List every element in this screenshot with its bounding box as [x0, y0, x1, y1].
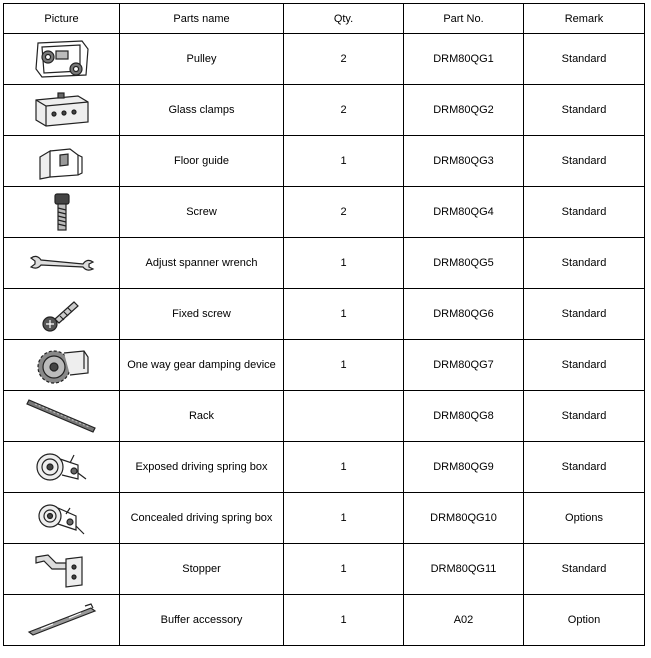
screw-icon: [30, 190, 94, 234]
part-name: Floor guide: [120, 136, 284, 187]
table-row: [4, 289, 645, 340]
table-header-row: [4, 4, 645, 34]
part-qty: 2: [284, 187, 404, 238]
table-row: [4, 238, 645, 289]
part-qty: [284, 391, 404, 442]
part-number: DRM80QG11: [404, 544, 524, 595]
picture-cell: [4, 595, 120, 646]
part-qty: 1: [284, 544, 404, 595]
part-name: Pulley: [120, 34, 284, 85]
part-name: Screw: [120, 187, 284, 238]
stopper-icon: [30, 547, 94, 591]
part-remark: Standard: [524, 289, 645, 340]
picture-cell: [4, 34, 120, 85]
header-picture: Picture: [4, 4, 120, 34]
part-number: DRM80QG3: [404, 136, 524, 187]
header-qty: Qty.: [284, 4, 404, 34]
table-row: [4, 187, 645, 238]
part-name: Concealed driving spring box: [120, 493, 284, 544]
part-number: DRM80QG5: [404, 238, 524, 289]
part-number: A02: [404, 595, 524, 646]
pulley-icon: [30, 37, 94, 81]
part-remark: Option: [524, 595, 645, 646]
part-number: DRM80QG7: [404, 340, 524, 391]
table-row: [4, 595, 645, 646]
part-number: DRM80QG2: [404, 85, 524, 136]
picture-cell: [4, 544, 120, 595]
part-remark: Standard: [524, 391, 645, 442]
table-row: [4, 85, 645, 136]
table-row: [4, 34, 645, 85]
fixed-screw-icon: [30, 292, 94, 336]
part-qty: 1: [284, 136, 404, 187]
part-qty: 2: [284, 85, 404, 136]
part-qty: 1: [284, 238, 404, 289]
picture-cell: [4, 391, 120, 442]
part-number: DRM80QG8: [404, 391, 524, 442]
part-name: Rack: [120, 391, 284, 442]
table-row: [4, 136, 645, 187]
header-parts-name: Parts name: [120, 4, 284, 34]
picture-cell: [4, 136, 120, 187]
concealed-spring-box-icon: [30, 496, 94, 540]
rack-icon: [25, 396, 99, 436]
part-remark: Standard: [524, 544, 645, 595]
part-name: Glass clamps: [120, 85, 284, 136]
part-number: DRM80QG6: [404, 289, 524, 340]
part-remark: Options: [524, 493, 645, 544]
picture-cell: [4, 493, 120, 544]
part-remark: Standard: [524, 442, 645, 493]
picture-cell: [4, 442, 120, 493]
table-row: [4, 391, 645, 442]
part-qty: 1: [284, 289, 404, 340]
picture-cell: [4, 289, 120, 340]
header-part-no: Part No.: [404, 4, 524, 34]
picture-cell: [4, 238, 120, 289]
picture-cell: [4, 85, 120, 136]
part-remark: Standard: [524, 136, 645, 187]
part-qty: 1: [284, 442, 404, 493]
table-row: [4, 493, 645, 544]
part-remark: Standard: [524, 34, 645, 85]
part-number: DRM80QG1: [404, 34, 524, 85]
part-qty: 2: [284, 34, 404, 85]
part-remark: Standard: [524, 340, 645, 391]
part-qty: 1: [284, 493, 404, 544]
table-row: [4, 442, 645, 493]
part-number: DRM80QG4: [404, 187, 524, 238]
part-remark: Standard: [524, 238, 645, 289]
floor-guide-icon: [30, 139, 94, 183]
part-name: Buffer accessory: [120, 595, 284, 646]
wrench-icon: [27, 248, 97, 278]
spring-box-icon: [30, 445, 94, 489]
table-row: [4, 340, 645, 391]
picture-cell: [4, 187, 120, 238]
buffer-accessory-icon: [25, 600, 99, 640]
part-name: Fixed screw: [120, 289, 284, 340]
part-number: DRM80QG9: [404, 442, 524, 493]
part-qty: 1: [284, 340, 404, 391]
gear-damper-icon: [30, 343, 94, 387]
table-row: [4, 544, 645, 595]
part-name: Exposed driving spring box: [120, 442, 284, 493]
header-remark: Remark: [524, 4, 645, 34]
part-remark: Standard: [524, 187, 645, 238]
part-number: DRM80QG10: [404, 493, 524, 544]
part-name: Stopper: [120, 544, 284, 595]
part-remark: Standard: [524, 85, 645, 136]
part-qty: 1: [284, 595, 404, 646]
picture-cell: [4, 340, 120, 391]
part-name: One way gear damping device: [120, 340, 284, 391]
parts-table: [3, 3, 645, 646]
glass-clamp-icon: [30, 88, 94, 132]
part-name: Adjust spanner wrench: [120, 238, 284, 289]
